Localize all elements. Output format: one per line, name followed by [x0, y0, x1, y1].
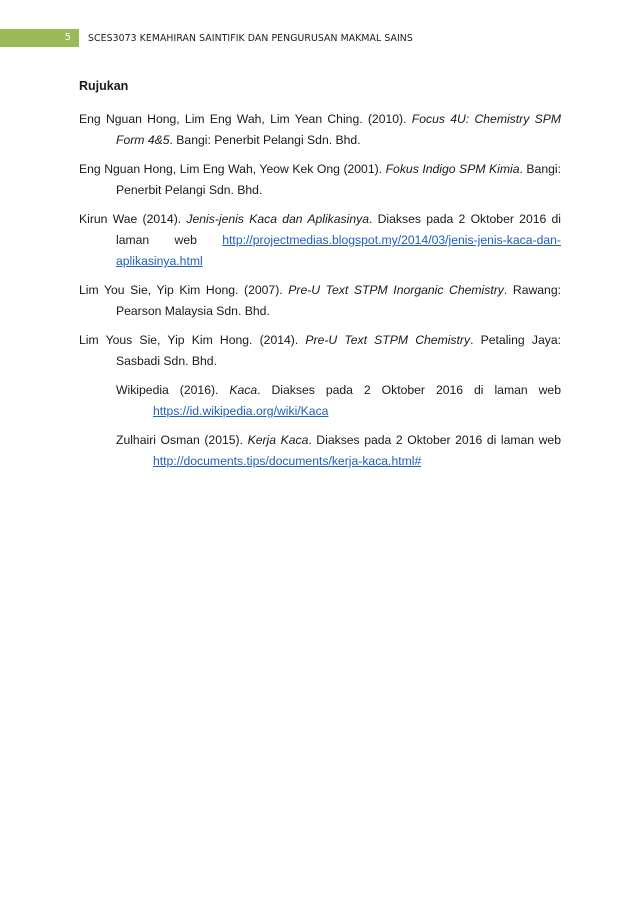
reference-publisher: . Rawang: Pearson Malaysia Sdn. Bhd. — [116, 283, 561, 318]
document-body — [79, 79, 561, 480]
reference-title: Kerja Kaca — [247, 433, 309, 447]
reference-title: Kaca — [229, 383, 258, 397]
reference-publisher: . Bangi: Penerbit Pelangi Sdn. Bhd. — [116, 162, 561, 197]
reference-title: Fokus Indigo SPM Kimia — [385, 162, 520, 176]
reference-item — [79, 209, 561, 272]
reference-authors: Eng Nguan Hong, Lim Eng Wah, Lim Yean Ching. (2010). — [79, 112, 412, 126]
reference-authors: Wikipedia (2016). — [116, 383, 230, 397]
reference-authors: Lim Yous Sie, Yip Kim Hong. (2014). — [79, 333, 306, 347]
page-number: 5 — [64, 32, 71, 43]
reference-item — [79, 430, 561, 472]
reference-title: Pre-U Text STPM Chemistry — [305, 333, 471, 347]
reference-title: Pre-U Text STPM Inorganic Chemistry — [288, 283, 504, 297]
reference-authors: Zulhairi Osman (2015). — [116, 433, 248, 447]
reference-authors: Kirun Wae (2014). — [79, 212, 187, 226]
header-title: SCES3073 KEMAHIRAN SAINTIFIK DAN PENGURUSAN MAKMAL SAINS — [88, 33, 413, 44]
page-header — [0, 29, 638, 47]
reference-item — [79, 280, 561, 322]
reference-access-note: . Diakses pada 2 Oktober 2016 di laman web — [308, 433, 561, 447]
reference-link[interactable]: https://id.wikipedia.org/wiki/Kaca — [153, 404, 329, 418]
reference-item — [79, 109, 561, 151]
reference-link[interactable]: http://documents.tips/documents/kerja-kaca.html# — [153, 454, 422, 468]
reference-publisher: . Bangi: Penerbit Pelangi Sdn. Bhd. — [169, 133, 361, 147]
reference-item — [79, 380, 561, 422]
section-heading: Rujukan — [79, 79, 129, 93]
reference-item — [79, 330, 561, 372]
reference-authors: Lim You Sie, Yip Kim Hong. (2007). — [79, 283, 289, 297]
reference-line — [116, 380, 561, 401]
reference-authors: Eng Nguan Hong, Lim Eng Wah, Yeow Kek Ong (2001). — [79, 162, 386, 176]
reference-line — [116, 430, 561, 451]
reference-title: Jenis-jenis Kaca dan Aplikasinya — [186, 212, 369, 226]
page-number-box — [0, 29, 79, 47]
reference-access-note: . Diakses pada 2 Oktober 2016 di laman web — [116, 212, 561, 247]
reference-publisher: . Petaling Jaya: Sasbadi Sdn. Bhd. — [116, 333, 561, 368]
reference-access-note: . Diakses pada 2 Oktober 2016 di laman web — [257, 383, 561, 397]
reference-title: Focus 4U: Chemistry SPM Form 4&5 — [116, 112, 561, 147]
reference-item — [79, 159, 561, 201]
reference-link[interactable]: http://projectmedias.blogspot.my/2014/03/jenis-jenis-kaca-dan-aplikasinya.html — [116, 233, 561, 268]
